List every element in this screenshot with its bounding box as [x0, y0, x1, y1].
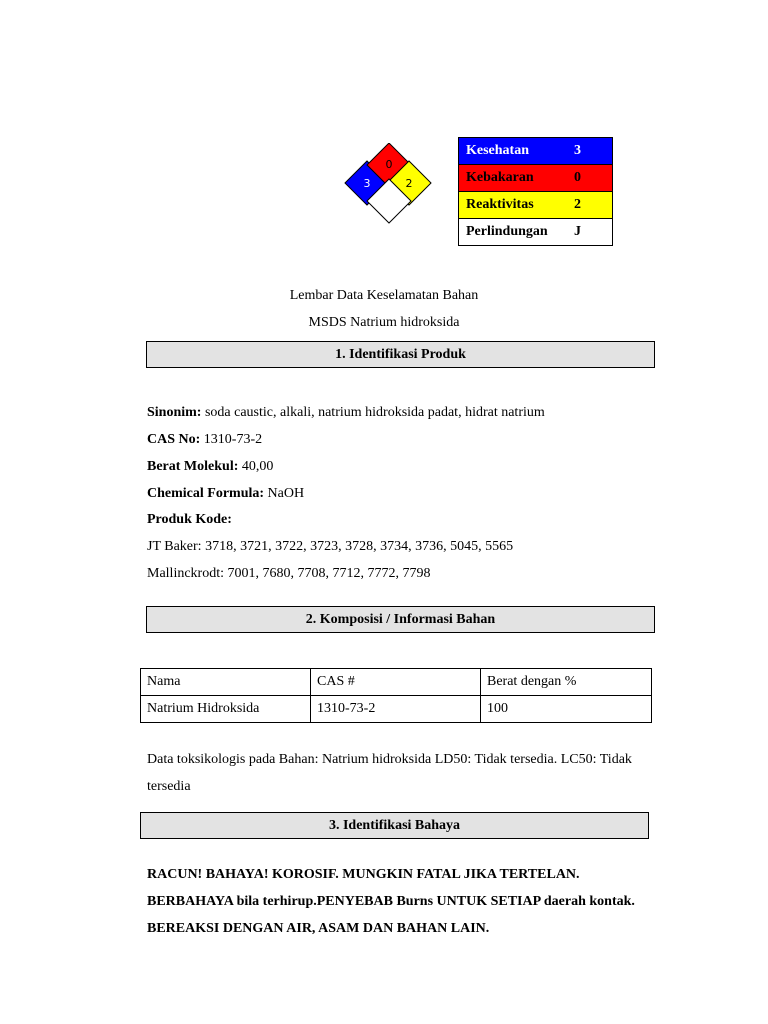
section-header-2: 2. Komposisi / Informasi Bahan [146, 606, 655, 633]
toxicology-text: Data toksikologis pada Bahan: Natrium hidroksida LD50: Tidak tersedia. LC50: Tidak tersedia [147, 752, 632, 794]
cas-value: 1310-73-2 [200, 432, 263, 447]
document-title: Lembar Data Keselamatan Bahan [289, 288, 479, 303]
rating-row-fire [459, 165, 613, 192]
rating-label: Reaktivitas [459, 192, 565, 219]
section-header-1: 1. Identifikasi Produk [146, 341, 655, 368]
rating-value: 2 [564, 192, 613, 219]
product-molecular-weight [147, 459, 273, 475]
synonym-label: Sinonim: [147, 405, 202, 420]
synonym-value: soda caustic, alkali, natrium hidroksida padat, hidrat natrium [201, 405, 545, 420]
rating-label: Perlindungan [459, 219, 565, 246]
table-header-row [141, 669, 652, 696]
rating-value: 0 [564, 165, 613, 192]
product-code-label: Produk Kode: [147, 512, 232, 527]
table-header-cell: Nama [141, 669, 311, 696]
table-header-cell: Berat dengan % [481, 669, 652, 696]
formula-value: NaOH [264, 486, 305, 501]
product-code-mallinckrodt: Mallinckrodt: 7001, 7680, 7708, 7712, 7772, 7798 [147, 566, 431, 581]
table-cell: 1310-73-2 [311, 696, 481, 723]
composition-table [140, 668, 652, 723]
rating-value: J [564, 219, 613, 246]
nfpa-diamond [343, 143, 433, 225]
document-subtitle: MSDS Natrium hidroksida [308, 315, 460, 330]
table-row [141, 696, 652, 723]
rating-value: 3 [564, 138, 613, 165]
product-formula [147, 486, 304, 502]
section-header-3: 3. Identifikasi Bahaya [140, 812, 649, 839]
nfpa-fire-value: 0 [385, 158, 393, 171]
product-cas [147, 432, 262, 448]
rating-row-health [459, 138, 613, 165]
formula-label: Chemical Formula: [147, 486, 265, 501]
molecular-weight-label: Berat Molekul: [147, 459, 239, 474]
nfpa-health-value: 3 [363, 177, 371, 190]
table-header-cell: CAS # [311, 669, 481, 696]
product-code-jtbaker: JT Baker: 3718, 3721, 3722, 3723, 3728, 3734, 3736, 5045, 5565 [147, 539, 514, 554]
hazard-warning-text: RACUN! BAHAYA! KOROSIF. MUNGKIN FATAL JIKA TERTELAN. BERBAHAYA bila terhirup.PENYEBAB Burns UNTUK SETIAP daerah kontak. BEREAKSI DENGAN AIR, ASAM DAN BAHAN LAIN. [147, 867, 635, 936]
product-synonym [147, 405, 545, 421]
molecular-weight-value: 40,00 [238, 459, 274, 474]
cas-label: CAS No: [147, 432, 201, 447]
rating-label: Kebakaran [459, 165, 565, 192]
product-code-heading [147, 512, 232, 528]
rating-label: Kesehatan [459, 138, 565, 165]
table-cell: Natrium Hidroksida [141, 696, 311, 723]
table-cell: 100 [481, 696, 652, 723]
nfpa-reactivity-value: 2 [405, 177, 413, 190]
rating-row-protection [459, 219, 613, 246]
rating-row-reactivity [459, 192, 613, 219]
hazard-rating-table [458, 137, 613, 246]
